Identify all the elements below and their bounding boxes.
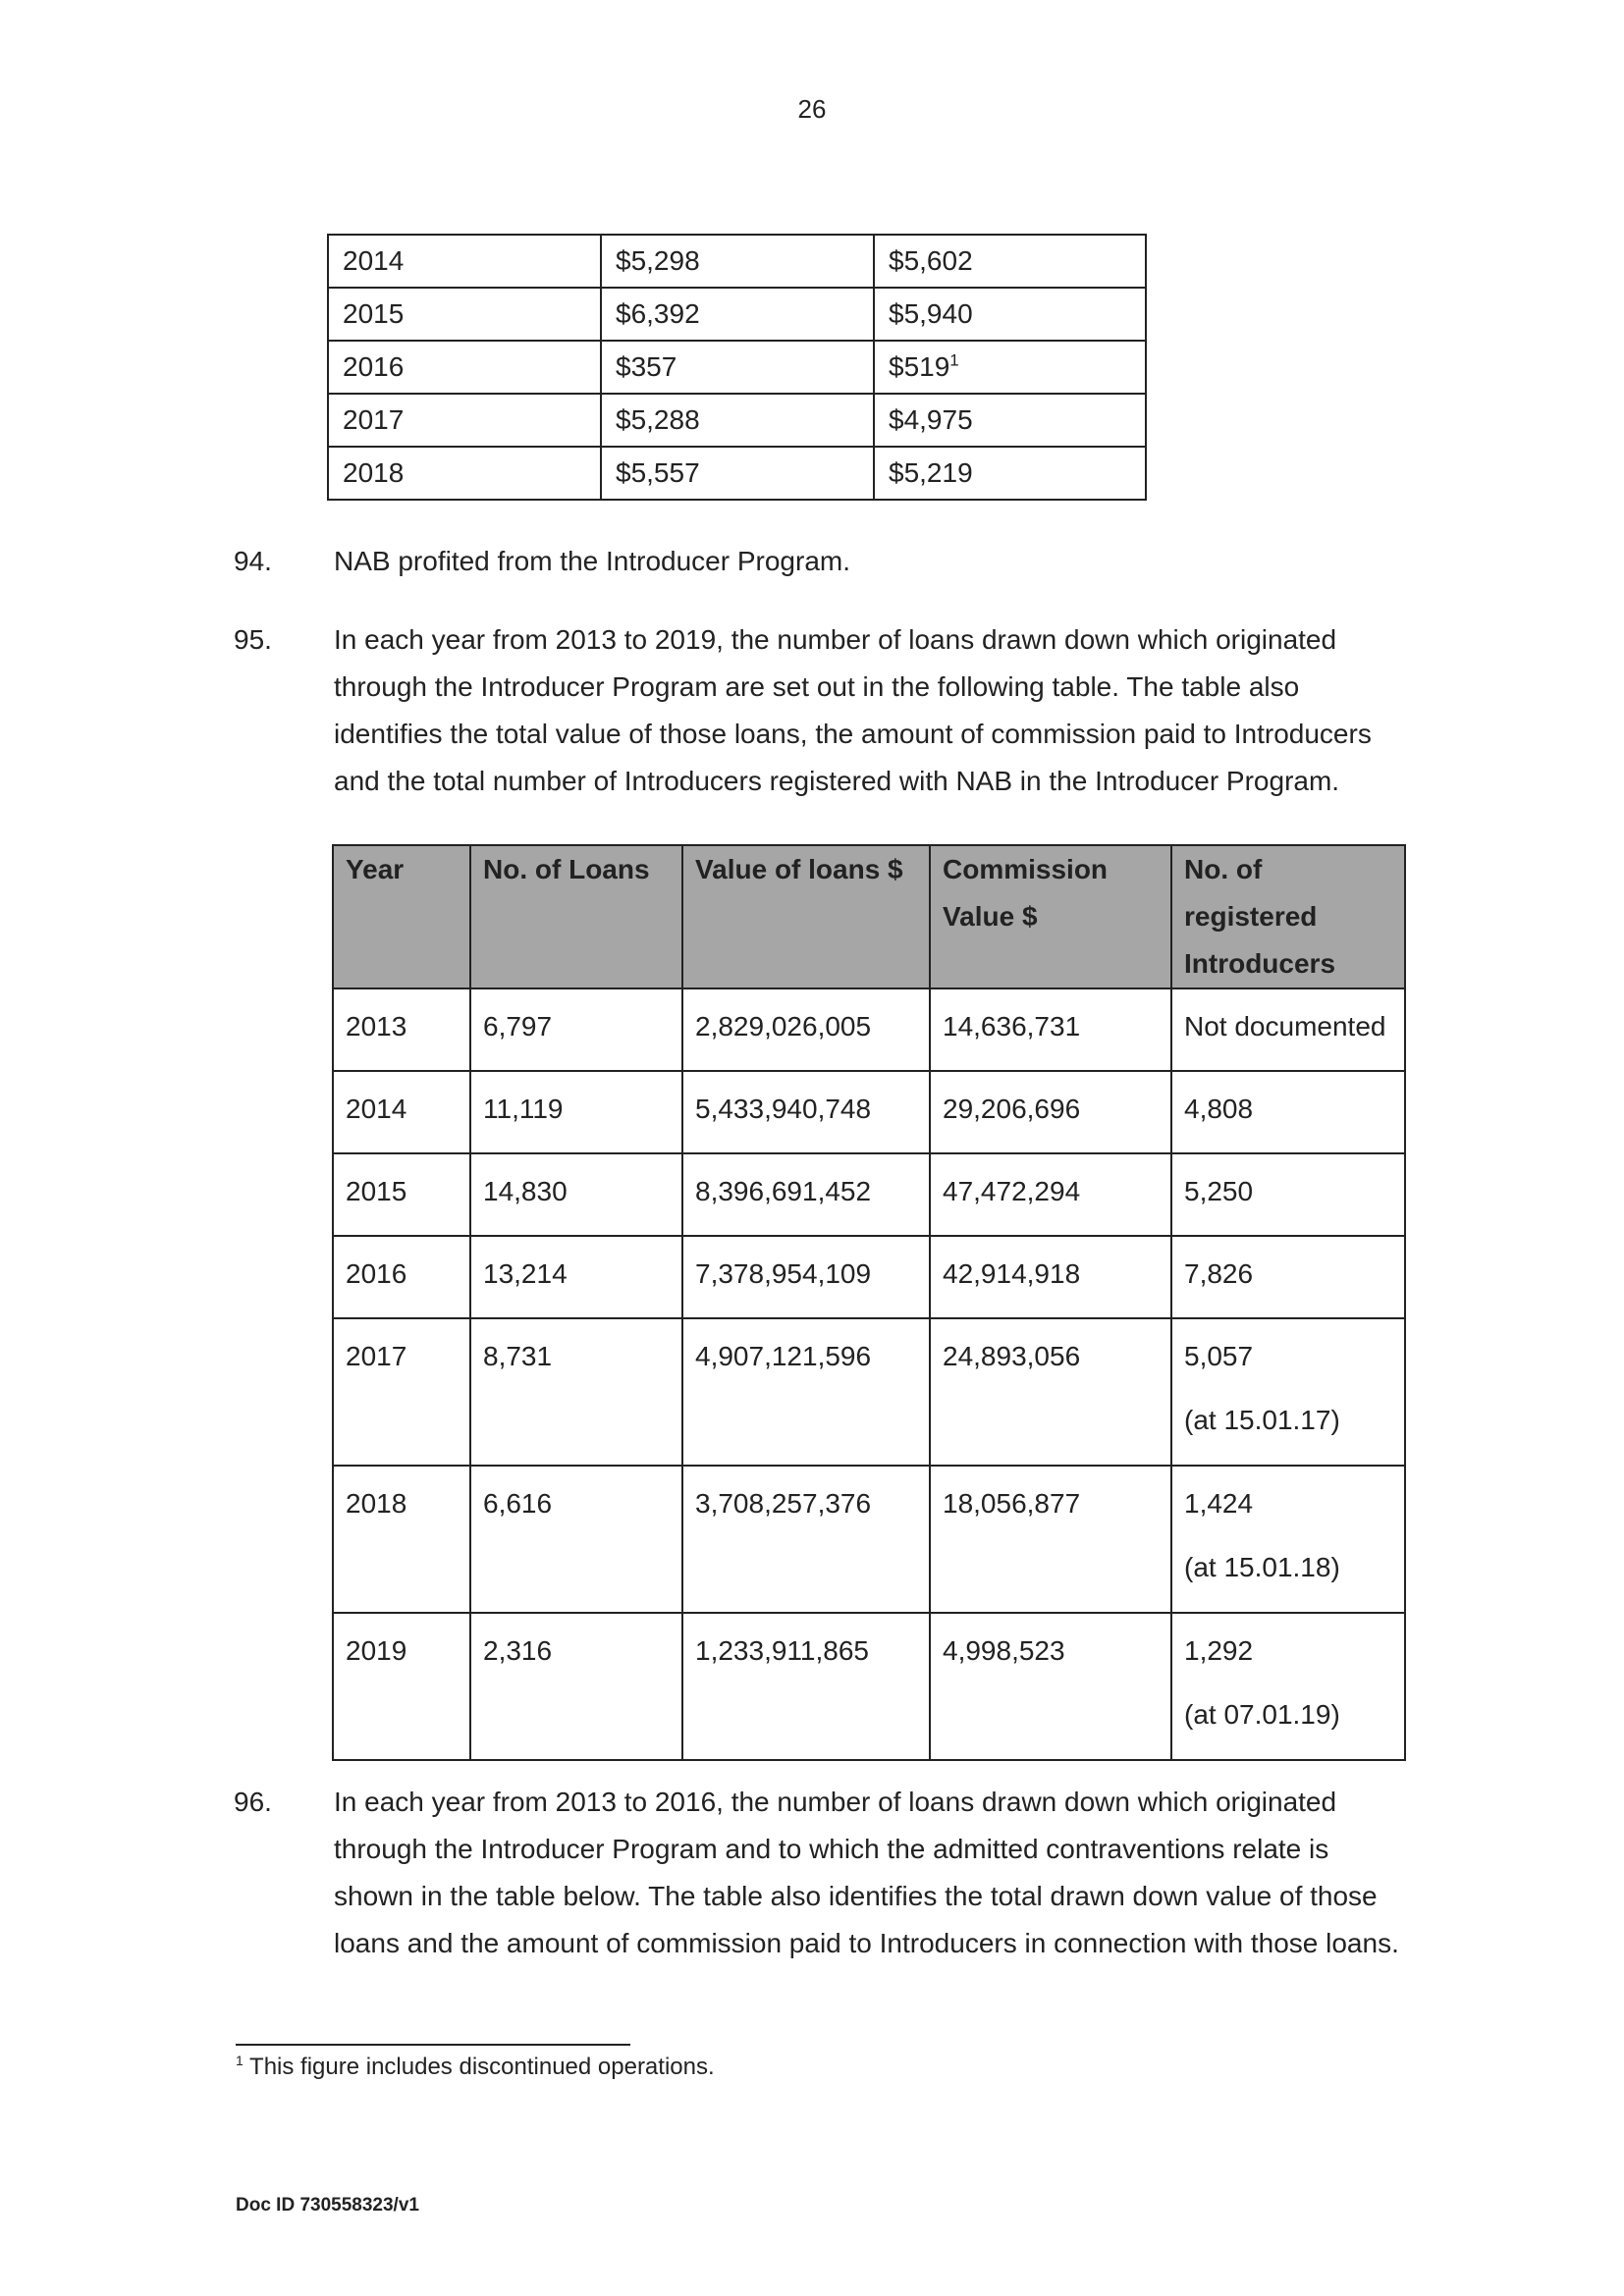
- cell-year: 2014: [333, 1071, 470, 1153]
- cell-value: 4,907,121,596: [682, 1318, 930, 1466]
- table-cell: $5,298: [601, 235, 874, 288]
- introducers-count: 1,424: [1184, 1488, 1254, 1519]
- cell-value: 5,433,940,748: [682, 1071, 930, 1153]
- table-cell: 2015: [328, 288, 601, 341]
- table-cell: $357: [601, 341, 874, 394]
- cell-introducers: [1171, 1466, 1405, 1613]
- as-at-note: (at 07.01.19): [1184, 1699, 1340, 1730]
- table-row: [333, 1236, 1405, 1318]
- footnote-marker: 1: [236, 2053, 244, 2068]
- header-value: Value of loans $: [682, 845, 930, 988]
- header-year: Year: [333, 845, 470, 988]
- cell-year: 2017: [333, 1318, 470, 1466]
- cell-year: 2013: [333, 988, 470, 1071]
- paragraph-text: NAB profited from the Introducer Program.: [334, 546, 850, 576]
- paragraph-number: 94.: [234, 546, 272, 576]
- introducers-count: 5,057: [1184, 1341, 1254, 1371]
- table-row: [333, 1071, 1405, 1153]
- paragraph-text: In each year from 2013 to 2019, the number of loans drawn down which originated through the Introducer Program are set out in the following table. The table also identifies the total value of those loans, the amount of commission paid to Introducers and the total number of Introducers registered with NAB in the Introducer Program.: [334, 624, 1372, 796]
- footnote-text: This figure includes discontinued operations.: [249, 2054, 715, 2080]
- as-at-note: (at 15.01.18): [1184, 1552, 1340, 1582]
- cell-loans: 6,616: [470, 1466, 682, 1613]
- table-cell: 2017: [328, 394, 601, 447]
- footnote: [236, 2054, 715, 2081]
- table-cell: 2014: [328, 235, 601, 288]
- introducers-count: 1,292: [1184, 1635, 1254, 1666]
- header-introducers: No. of registered Introducers: [1171, 845, 1405, 988]
- cell-commission: 47,472,294: [930, 1153, 1171, 1236]
- table-cell: 2016: [328, 341, 601, 394]
- cell-commission: 29,206,696: [930, 1071, 1171, 1153]
- table-row: [328, 341, 1146, 394]
- cell-introducers: 4,808: [1171, 1071, 1405, 1153]
- cell-commission: 4,998,523: [930, 1613, 1171, 1760]
- table-row: [328, 235, 1146, 288]
- cell-year: 2015: [333, 1153, 470, 1236]
- table-row: [333, 1466, 1405, 1613]
- cell-commission: 14,636,731: [930, 988, 1171, 1071]
- table-cell: $5,940: [874, 288, 1146, 341]
- cell-value: 7,378,954,109: [682, 1236, 930, 1318]
- table-cell: 2018: [328, 447, 601, 500]
- table-cell: $5,288: [601, 394, 874, 447]
- cell-commission: 24,893,056: [930, 1318, 1171, 1466]
- table-row: [333, 988, 1405, 1071]
- footnote-separator: [236, 2044, 630, 2046]
- document-id: Doc ID 730558323/v1: [236, 2195, 419, 2216]
- table-cell: $5,557: [601, 447, 874, 500]
- cell-value: 1,233,911,865: [682, 1613, 930, 1760]
- table-cell: [874, 341, 1146, 394]
- introducer-program-table: [332, 844, 1406, 1761]
- cell-year: 2016: [333, 1236, 470, 1318]
- paragraph-text: In each year from 2013 to 2016, the number of loans drawn down which originated through the Introducer Program and to which the admitted contraventions relate is shown in the table below. The table also identifies the total drawn down value of those loans and the amount of commission paid to Introducers in connection with those loans.: [334, 1787, 1399, 1958]
- cell-loans: 11,119: [470, 1071, 682, 1153]
- footnote-ref[interactable]: 1: [949, 350, 959, 370]
- cell-value: 8,396,691,452: [682, 1153, 930, 1236]
- paragraph-number: 95.: [234, 624, 272, 655]
- page-number: 26: [797, 94, 827, 124]
- cell-introducers: 5,250: [1171, 1153, 1405, 1236]
- cell-commission: 42,914,918: [930, 1236, 1171, 1318]
- cell-value: 2,829,026,005: [682, 988, 930, 1071]
- cell-loans: 8,731: [470, 1318, 682, 1466]
- cell-year: 2019: [333, 1613, 470, 1760]
- table-row: [333, 1153, 1405, 1236]
- table-cell: $5,602: [874, 235, 1146, 288]
- cell-loans: 6,797: [470, 988, 682, 1071]
- header-loans: No. of Loans: [470, 845, 682, 988]
- table-row: [333, 1613, 1405, 1760]
- table-cell: $4,975: [874, 394, 1146, 447]
- cell-introducers: [1171, 1318, 1405, 1466]
- financial-table: [327, 234, 1147, 501]
- table-row: [333, 1318, 1405, 1466]
- cell-introducers: 7,826: [1171, 1236, 1405, 1318]
- table-row: [328, 288, 1146, 341]
- cell-loans: 2,316: [470, 1613, 682, 1760]
- cell-loans: 13,214: [470, 1236, 682, 1318]
- table-cell: $5,219: [874, 447, 1146, 500]
- cell-loans: 14,830: [470, 1153, 682, 1236]
- header-commission: Commission Value $: [930, 845, 1171, 988]
- cell-value: 3,708,257,376: [682, 1466, 930, 1613]
- table-header-row: [333, 845, 1405, 988]
- paragraph-number: 96.: [234, 1787, 272, 1817]
- cell-commission: 18,056,877: [930, 1466, 1171, 1613]
- table-row: [328, 394, 1146, 447]
- cell-value: $519: [889, 351, 950, 382]
- cell-introducers: [1171, 1613, 1405, 1760]
- as-at-note: (at 15.01.17): [1184, 1405, 1340, 1435]
- cell-year: 2018: [333, 1466, 470, 1613]
- table-row: [328, 447, 1146, 500]
- table-cell: $6,392: [601, 288, 874, 341]
- cell-introducers: Not documented: [1171, 988, 1405, 1071]
